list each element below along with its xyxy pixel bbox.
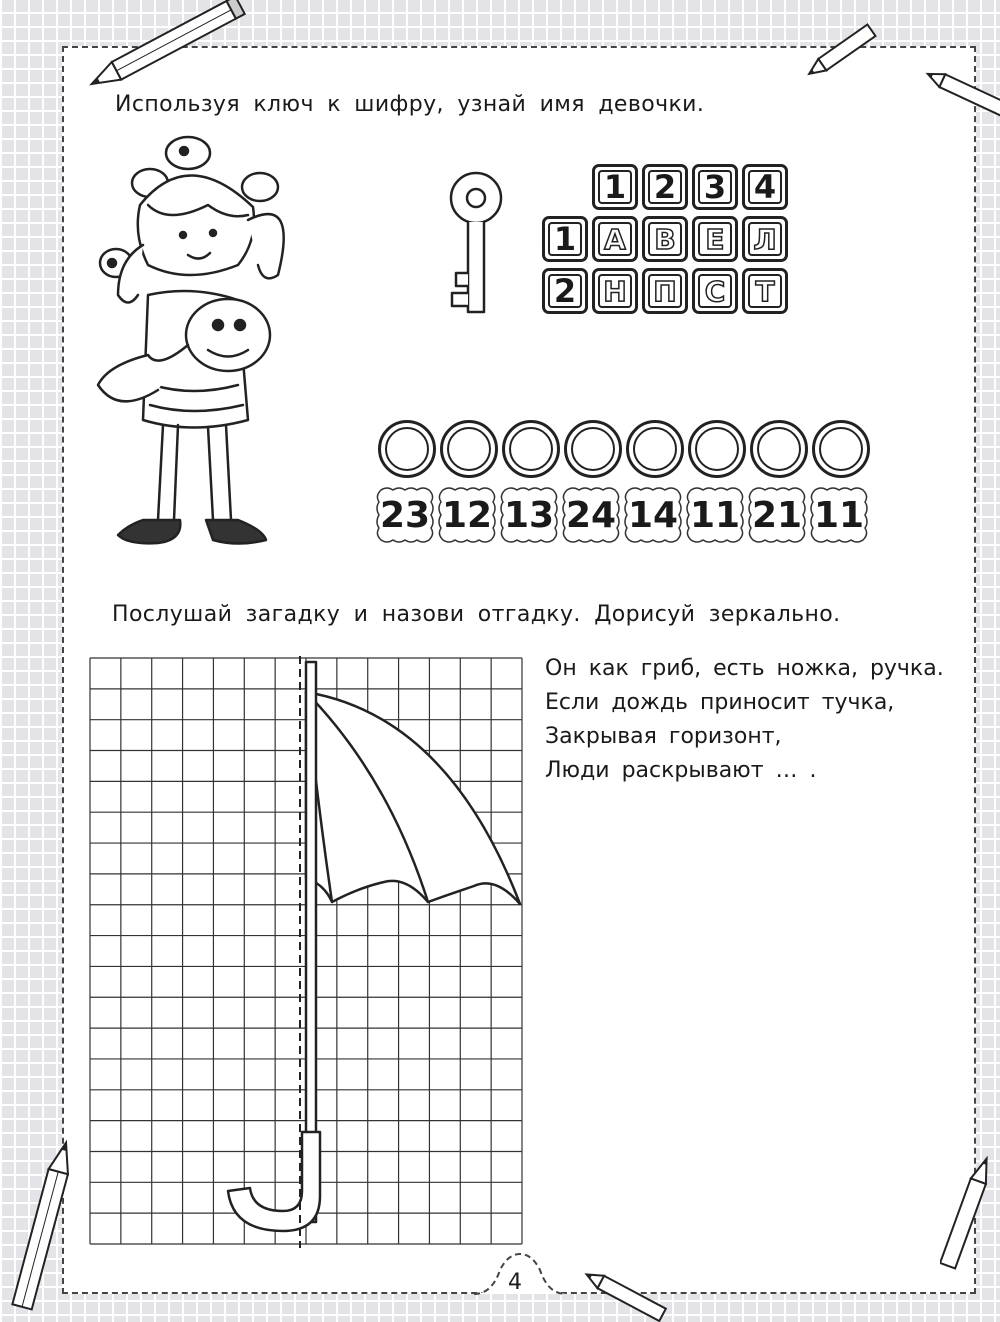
riddle-line: Он как гриб, есть ножка, ручка. (545, 656, 944, 681)
pencil-icon (70, 0, 260, 90)
page-number: 4 (508, 1270, 522, 1295)
code-label: 13 (499, 486, 559, 544)
mirror-drawing-grid[interactable] (88, 656, 528, 1248)
code-label: 11 (809, 486, 869, 544)
riddle-line: Если дождь приносит тучка, (545, 690, 895, 715)
code-label: 23 (375, 486, 435, 544)
cipher-letter-cell: Л (742, 216, 788, 262)
cipher-letter-cell: А (592, 216, 638, 262)
umbrella-half-drawing (228, 662, 520, 1231)
pencil-icon (800, 10, 890, 90)
answer-code-row (375, 486, 875, 546)
answer-letter-circle[interactable] (812, 420, 870, 478)
cipher-column-header: 2 (642, 164, 688, 210)
cipher-column-header: 1 (592, 164, 638, 210)
cipher-key-table (538, 164, 792, 320)
cipher-letter-cell: П (642, 268, 688, 314)
answer-letter-circle[interactable] (502, 420, 560, 478)
code-label: 12 (437, 486, 497, 544)
answer-letter-circle[interactable] (626, 420, 684, 478)
riddle-line: Закрывая горизонт, (545, 724, 782, 749)
answer-letter-circle[interactable] (440, 420, 498, 478)
answer-letter-circle[interactable] (378, 420, 436, 478)
cipher-row-header: 2 (542, 268, 588, 314)
girl-with-bunny-illustration (88, 135, 288, 560)
cipher-column-header: 4 (742, 164, 788, 210)
cipher-letter-cell: В (642, 216, 688, 262)
answer-letter-circle[interactable] (688, 420, 746, 478)
pencil-icon (10, 1130, 80, 1320)
code-label: 14 (623, 486, 683, 544)
cipher-letter-cell: Н (592, 268, 638, 314)
pencil-icon (940, 1150, 1000, 1270)
code-label: 21 (747, 486, 807, 544)
code-label: 24 (561, 486, 621, 544)
code-label: 11 (685, 486, 745, 544)
cipher-column-header: 3 (692, 164, 738, 210)
pencil-icon (920, 50, 1000, 130)
key-icon (446, 168, 506, 318)
cipher-letter-cell: Т (742, 268, 788, 314)
task2-instruction: Послушай загадку и назови отгадку. Дорисуй зеркально. (112, 602, 841, 627)
riddle-line: Люди раскрывают … . (545, 758, 817, 783)
pencil-icon (575, 1270, 675, 1322)
task1-instruction: Используя ключ к шифру, узнай имя девочки. (115, 92, 705, 117)
cipher-letter-cell: С (692, 268, 738, 314)
answer-letter-circle[interactable] (750, 420, 808, 478)
cipher-letter-cell: Е (692, 216, 738, 262)
cipher-row-header: 1 (542, 216, 588, 262)
answer-letter-circle[interactable] (564, 420, 622, 478)
